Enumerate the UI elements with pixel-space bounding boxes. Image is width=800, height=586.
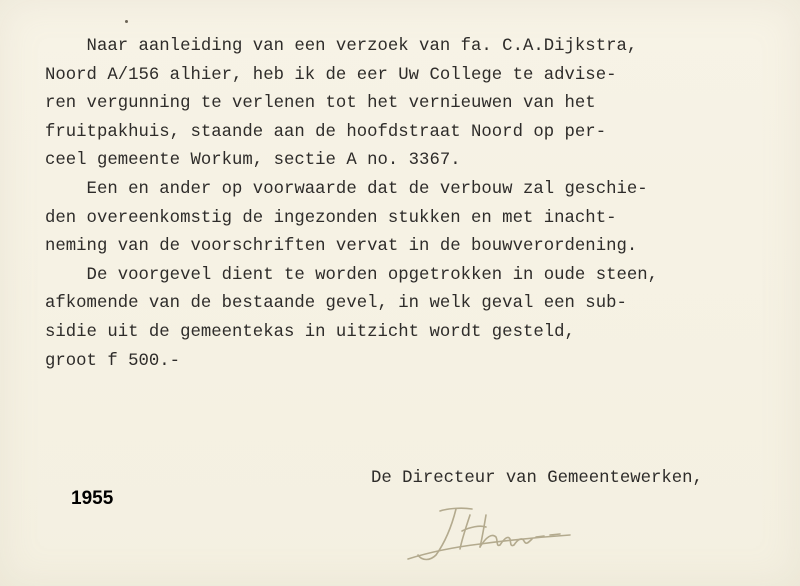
letter-line: groot f 500.- (45, 351, 181, 371)
letter-line: den overeenkomstig de ingezonden stukken en met inacht- (45, 208, 617, 228)
letter-line: Naar aanleiding van een verzoek van fa. C.A.Dijkstra, (45, 37, 638, 56)
letter-line: fruitpakhuis, staande aan de hoofdstraat Noord op per- (45, 122, 607, 142)
letter-line: neming van de voorschriften vervat in de bouwverordening. (45, 237, 638, 257)
letter-line: Noord A/156 alhier, heb ik de eer Uw College te advise- (45, 65, 617, 85)
handwritten-signature (400, 497, 580, 577)
letter-line: Een en ander op voorwaarde dat de verbouw zal geschie- (45, 179, 648, 199)
letter-body (45, 33, 785, 376)
closing-title: De Directeur van Gemeentewerken, (371, 469, 703, 488)
letter-line: afkomende van de bestaande gevel, in welk geval een sub- (45, 294, 627, 314)
letter-line: sidie uit de gemeentekas in uitzicht wordt gesteld, (45, 322, 575, 342)
year-stamp: 1955 (71, 488, 114, 509)
letter-line: ceel gemeente Workum, sectie A no. 3367. (45, 151, 461, 171)
letter-line: ren vergunning te verlenen tot het vernieuwen van het (45, 94, 596, 114)
letter-line: De voorgevel dient te worden opgetrokken in oude steen, (45, 265, 659, 285)
paper-speck (125, 20, 128, 23)
